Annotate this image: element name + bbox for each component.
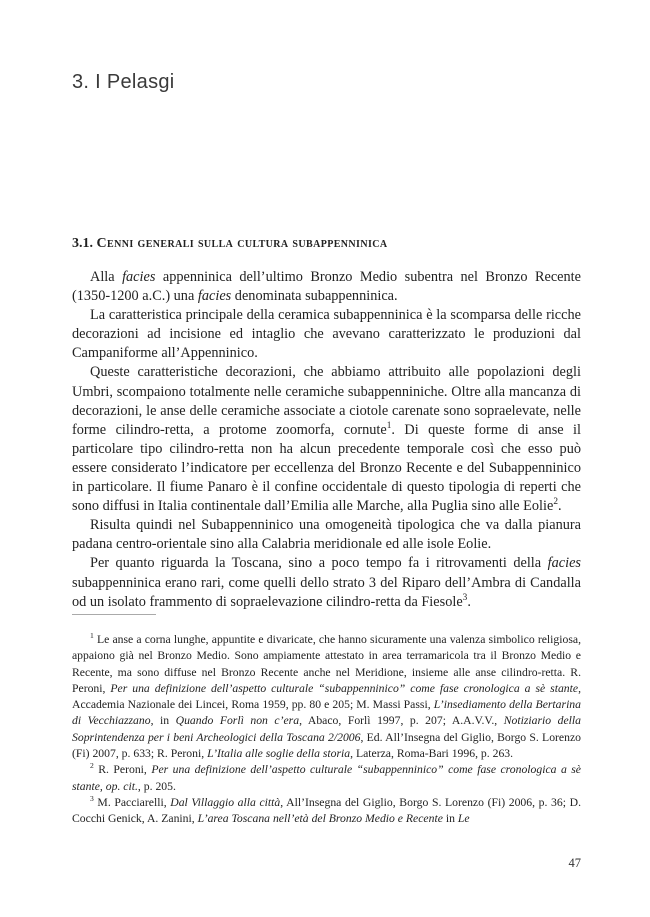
section-title: Cenni generali sulla cultura subappenninica bbox=[96, 236, 388, 251]
italic-run: facies bbox=[547, 555, 581, 572]
body-text bbox=[72, 268, 581, 612]
text-run: Queste caratteristiche decorazioni, che abbiamo attribuito alle popolazioni degli Umbri, scompaiono totalmente nelle ceramiche subappenniniche. Oltre alla mancanza di decorazioni, le anse delle ceramiche associate a ciotole carenate sono sopraelevate, nelle forme cilindro-retta, a protome zoomorfa, cornute bbox=[72, 364, 581, 438]
text-run: subappenninica erano rari, come quelli dello strato 3 del Riparo dell’Ambra di Candalla od un isolato frammento di sopraelevazione cilindro-retta da Fiesole bbox=[72, 574, 581, 610]
text-run: M. Pacciarelli, bbox=[93, 795, 171, 809]
paragraph bbox=[72, 306, 581, 363]
text-run: , Accademia Nazionale dei Lincei, Roma 1959, pp. 80 e 205; M. Massi Passi, bbox=[72, 681, 582, 712]
text-run: appenninica dell’ultimo Bronzo Medio subentra nel Bronzo Recente (1350-1200 a.C.) una bbox=[72, 269, 581, 305]
italic-run: L’insediamento della Bertarina di Vecchiazzano bbox=[72, 698, 581, 728]
paragraph bbox=[72, 554, 581, 611]
text-run: Alla bbox=[90, 269, 123, 285]
text-run: denominata subappenninica. bbox=[231, 288, 398, 305]
italic-run: Notiziario della Soprintendenza per i beni Archeologici della Toscana 2/2006 bbox=[72, 714, 582, 744]
footnote-ref[interactable]: 3 bbox=[462, 592, 468, 603]
footnote-ref[interactable]: 2 bbox=[553, 497, 558, 508]
paragraph bbox=[72, 516, 581, 554]
footnote bbox=[72, 632, 581, 762]
italic-run: Per una definizione dell’aspetto culturale “subappenninico” come fase cronologica a sè stante bbox=[110, 681, 579, 695]
text-run: R. Peroni, bbox=[93, 763, 152, 777]
italic-run: Per una definizione dell’aspetto culturale “subappenninico” come fase cronologica a sè stante, op. cit. bbox=[72, 763, 581, 793]
text-run: , Ed. All’Insegna del Giglio, Borgo S. Lorenzo (Fi) 2007, p. 633; R. Peroni, bbox=[72, 730, 581, 761]
footnotes bbox=[72, 632, 581, 828]
footnote-ref[interactable]: 1 bbox=[386, 420, 392, 431]
italic-run: facies bbox=[122, 269, 156, 285]
italic-run: Dal Villaggio alla città bbox=[170, 795, 281, 809]
footnote bbox=[72, 762, 581, 795]
text-run: , Laterza, Roma-Bari 1996, p. 263. bbox=[350, 747, 514, 761]
italic-run: L’area Toscana nell’età del Bronzo Medio e Recente bbox=[197, 812, 443, 826]
text-run: , Abaco, Forlì 1997, p. 207; A.A.V.V., bbox=[299, 714, 504, 728]
text-run: , All’Insegna del Giglio, Borgo S. Lorenzo (Fi) 2006, p. 36; D. Cocchi Genick, A. Zanini, bbox=[72, 795, 581, 826]
paragraph bbox=[72, 363, 581, 516]
paragraph bbox=[72, 268, 581, 306]
footnote-number: 1 bbox=[90, 631, 94, 641]
italic-run: facies bbox=[197, 288, 232, 305]
chapter-title: 3. I Pelasgi bbox=[72, 71, 175, 93]
text-run: , p. 205. bbox=[137, 779, 176, 793]
text-run: in bbox=[442, 812, 458, 826]
text-run: . bbox=[467, 593, 471, 610]
italic-run: L’Italia alle soglie della storia bbox=[207, 747, 351, 761]
text-run: . bbox=[557, 498, 562, 515]
text-run: La caratteristica principale della ceramica subappenninica è la scomparsa delle ricche decorazioni ad incisione ed intaglio che avevano caratterizzato le produzioni dal Campaniforme all’Appenninico. bbox=[72, 307, 581, 362]
footnote-number: 3 bbox=[90, 794, 94, 804]
text-run: Per quanto riguarda la Toscana, sino a poco tempo fa i ritrovamenti della bbox=[90, 555, 548, 572]
section-number: 3.1. bbox=[72, 236, 93, 251]
section-heading bbox=[72, 236, 388, 252]
italic-run: Quando Forlì non c’era bbox=[175, 714, 300, 728]
page-number: 47 bbox=[568, 856, 581, 870]
text-run: Risulta quindi nel Subappenninico una omogeneità tipologica che va dalla pianura padana centro-orientale sino alla Calabria meridionale ed alle isole Eolie. bbox=[72, 517, 581, 553]
italic-run: Le bbox=[457, 812, 470, 826]
footnote-number: 2 bbox=[90, 761, 94, 771]
text-run: Le anse a corna lunghe, appuntite e divaricate, che hanno sicuramente una valenza simbolico religiosa, appaiono già nel Bronzo Medio. Sono ampiamente attestato in area terramaricola tra il Bronzo Medio e Recente, ma sono diffuse nel Bronzo Recente anche nel Meridione, insieme alle anse cilindro-retta. R. Peroni, bbox=[72, 633, 581, 695]
footnote bbox=[72, 795, 581, 828]
footnote-divider bbox=[72, 614, 156, 615]
text-run: . Di queste forme di anse il particolare tipo cilindro-retta non ha alcun precedente temporale così che esso può essere considerato l’indicatore per eccellenza del Bronzo Recente e del Subappenninico in particolare. Il fiume Panaro è il confine occidentale di questo tipologia di reperti che sono diffusi in Italia continentale dall’Emilia alle Marche, alla Puglia sino alle Eolie bbox=[72, 421, 581, 515]
text-run: , in bbox=[150, 714, 176, 728]
